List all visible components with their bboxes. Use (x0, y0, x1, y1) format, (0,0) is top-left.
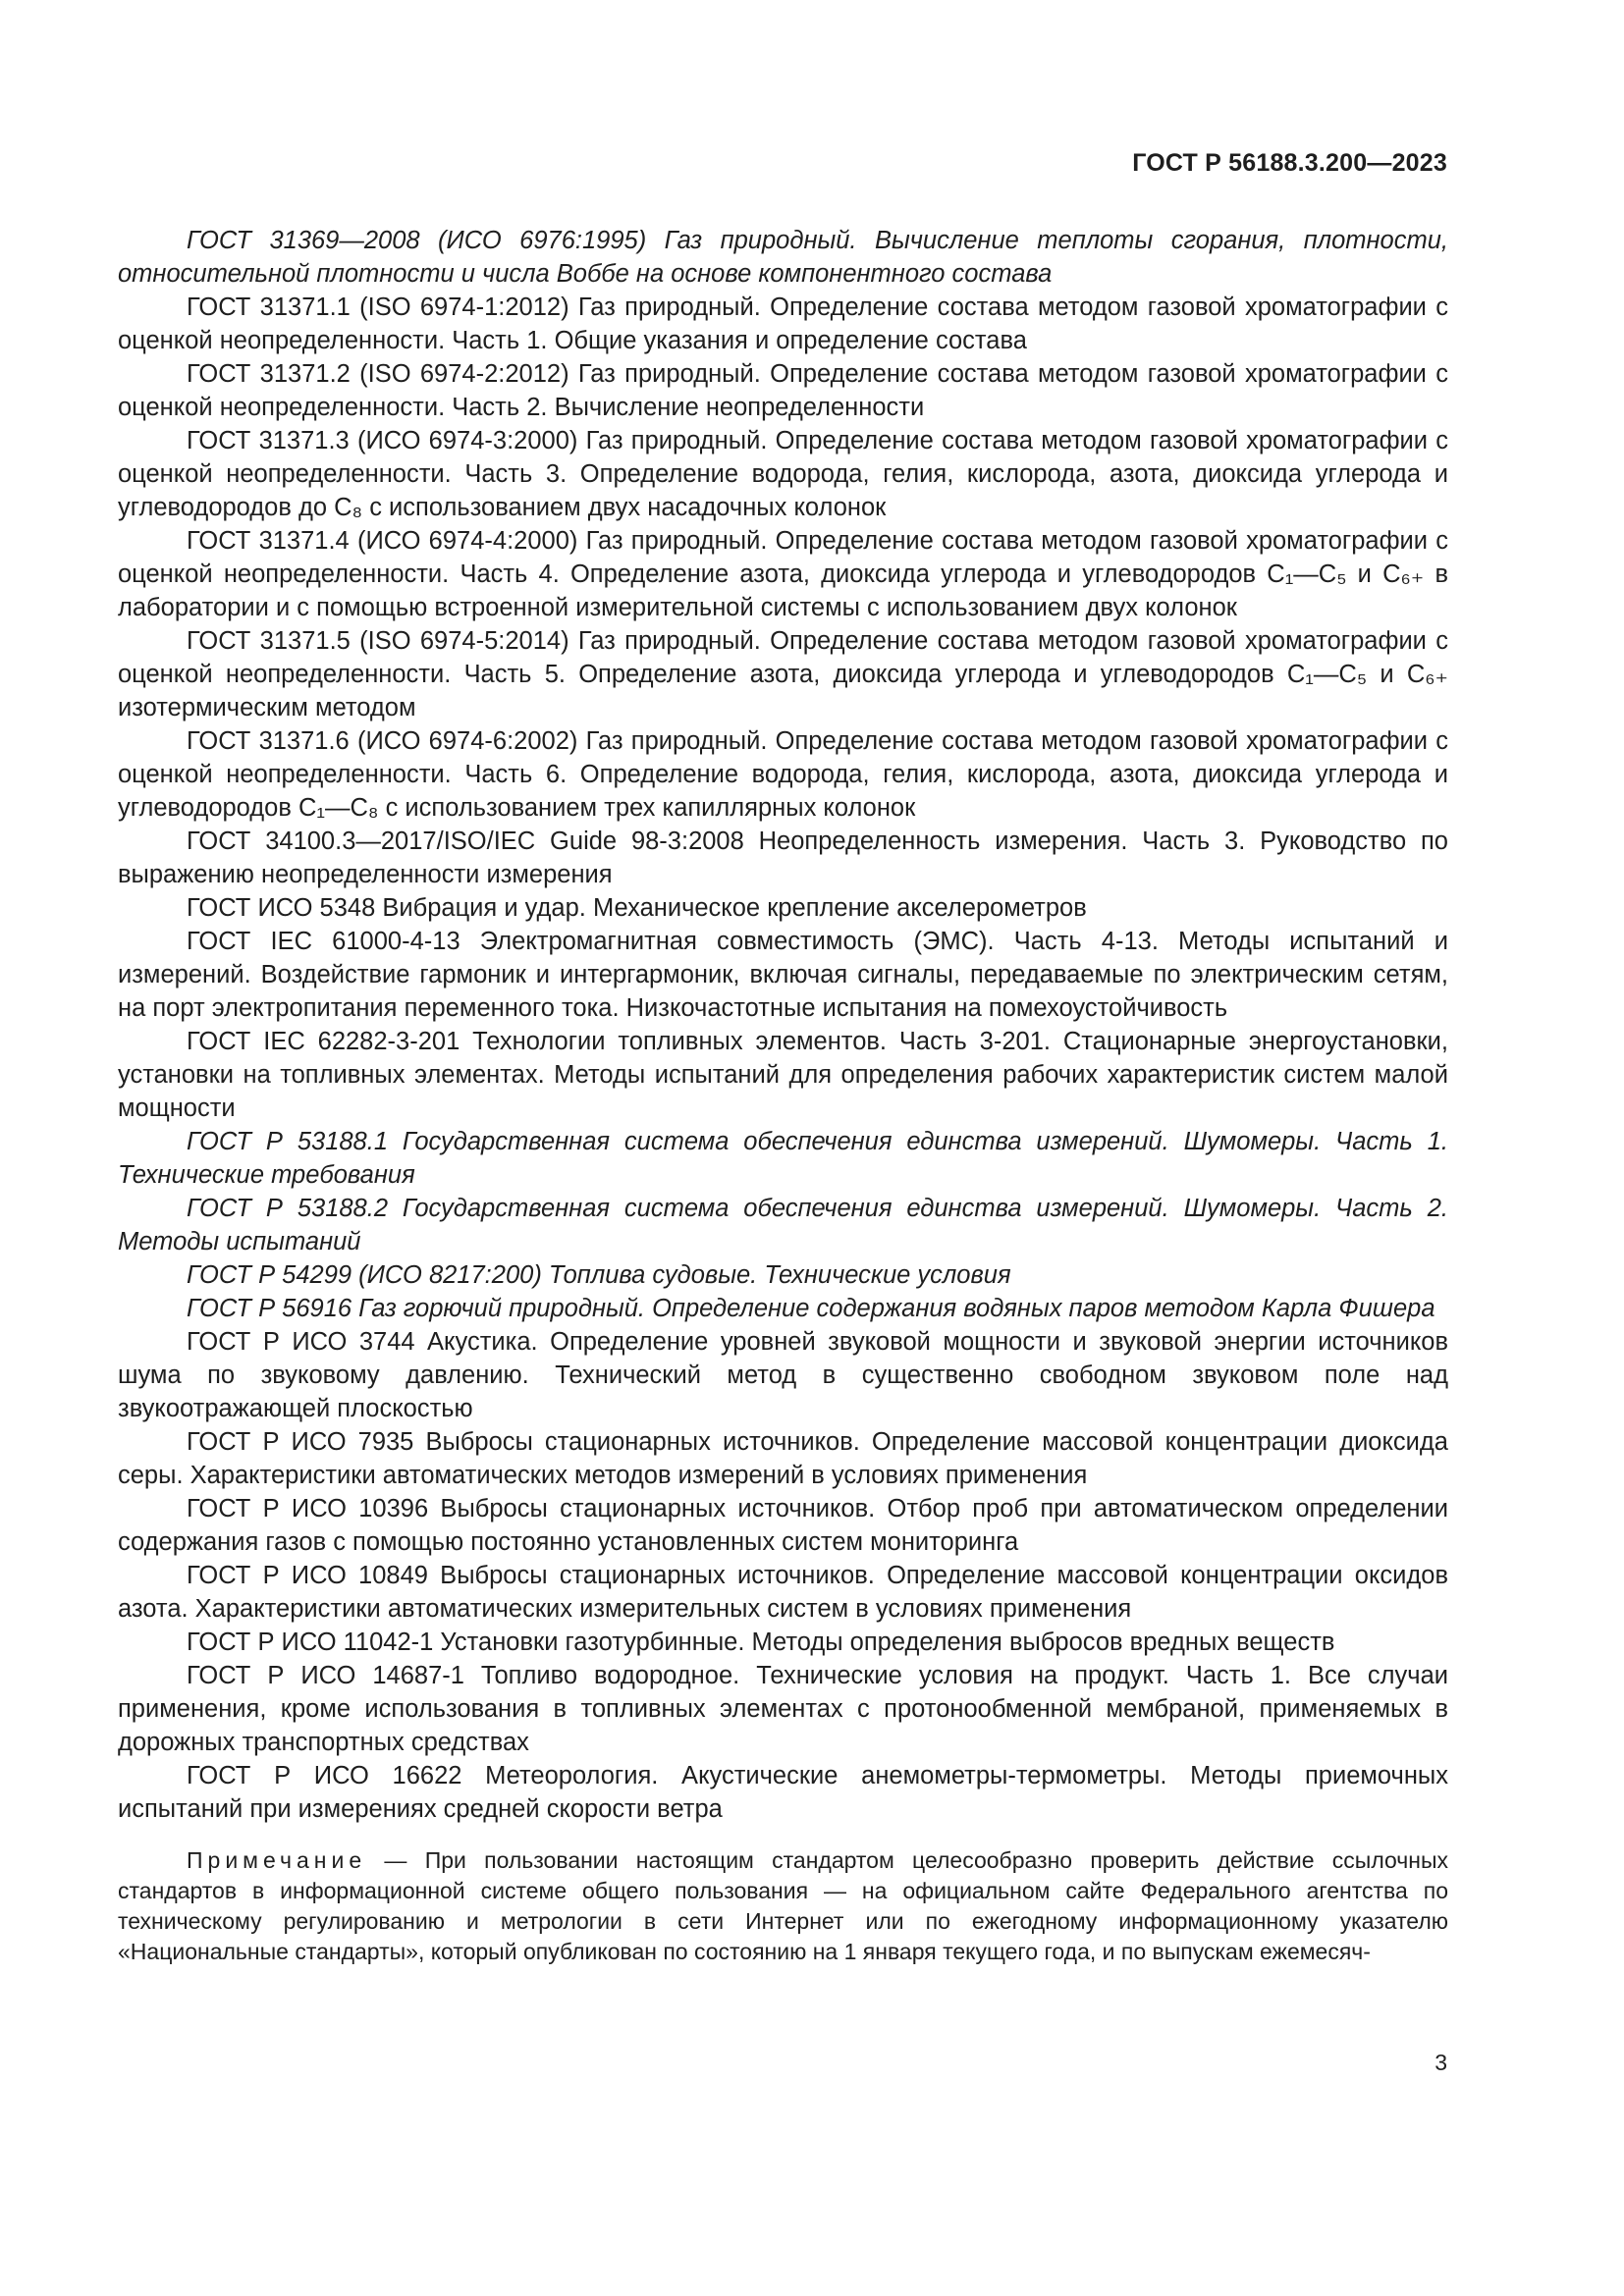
reference-item: ГОСТ 31371.5 (ISO 6974-5:2014) Газ природный. Определение состава методом газовой хроматографии с оценкой неопределенности. Часть 5. Определение азота, диоксида углерода и углеводородов C₁—C₅ и C₆₊ изотермическим методом (118, 627, 1448, 721)
reference-item: ГОСТ Р 53188.2 Государственная система обеспечения единства измерений. Шумомеры. Часть 2. Методы испытаний (118, 1195, 1448, 1255)
reference-item: ГОСТ Р 56916 Газ горючий природный. Определение содержания водяных паров методом Карла Фишера (187, 1295, 1435, 1322)
reference-item: ГОСТ 31371.4 (ИСО 6974-4:2000) Газ природный. Определение состава методом газовой хроматографии с оценкой неопределенности. Часть 4. Определение азота, диоксида углерода и углеводородов C₁—C₅ и C₆₊ в лаборатории и с помощью встроенной измерительной системы с использованием двух колонок (118, 527, 1448, 621)
reference-item: ГОСТ 31371.1 (ISO 6974-1:2012) Газ природный. Определение состава методом газовой хроматографии с оценкой неопределенности. Часть 1. Общие указания и определение состава (118, 294, 1448, 354)
reference-item: ГОСТ Р ИСО 10396 Выбросы стационарных источников. Отбор проб при автоматическом определении содержания газов с помощью постоянно установленных систем мониторинга (118, 1495, 1448, 1556)
reference-item: ГОСТ Р ИСО 16622 Метеорология. Акустические анемометры-термометры. Методы приемочных испытаний при измерениях средней скорости ветра (118, 1762, 1448, 1823)
reference-item: ГОСТ Р ИСО 11042-1 Установки газотурбинные. Методы определения выбросов вредных веществ (187, 1629, 1335, 1656)
reference-item: ГОСТ Р 53188.1 Государственная система обеспечения единства измерений. Шумомеры. Часть 1. Технические требования (118, 1128, 1448, 1189)
reference-item: ГОСТ ИСО 5348 Вибрация и удар. Механическое крепление акселерометров (187, 894, 1087, 922)
reference-item: ГОСТ 31369—2008 (ИСО 6976:1995) Газ природный. Вычисление теплоты сгорания, плотности, относительной плотности и числа Воббе на основе компонентного состава (118, 227, 1448, 288)
note-label: Примечание (187, 1847, 367, 1873)
note-paragraph (118, 1845, 1448, 1967)
normative-references (118, 224, 1448, 1967)
reference-item: ГОСТ Р ИСО 14687-1 Топливо водородное. Технические условия на продукт. Часть 1. Все случаи применения, кроме использования в топливных элементах с протонообменной мембраной, применяемых в дорожных транспортных средствах (118, 1662, 1448, 1756)
document-header: ГОСТ Р 56188.3.200—2023 (1132, 149, 1447, 177)
reference-item: ГОСТ Р 54299 (ИСО 8217:200) Топлива судовые. Технические условия (187, 1261, 1011, 1289)
reference-item: ГОСТ 31371.3 (ИСО 6974-3:2000) Газ природный. Определение состава методом газовой хроматографии с оценкой неопределенности. Часть 3. Определение водорода, гелия, кислорода, азота, диоксида углерода и углеводородов до C₈ с использованием двух насадочных колонок (118, 427, 1448, 521)
reference-item: ГОСТ Р ИСО 3744 Акустика. Определение уровней звуковой мощности и звуковой энергии источников шума по звуковому давлению. Технический метод в существенно свободном звуковом поле над звукоотражающей плоскостью (118, 1328, 1448, 1422)
reference-item: ГОСТ 34100.3—2017/ISO/IEC Guide 98-3:2008 Неопределенность измерения. Часть 3. Руководство по выражению неопределенности измерения (118, 828, 1448, 888)
reference-item: ГОСТ IEC 62282-3-201 Технологии топливных элементов. Часть 3-201. Стационарные энергоустановки, установки на топливных элементах. Методы испытаний для определения рабочих характеристик систем малой мощности (118, 1028, 1448, 1122)
reference-item: ГОСТ IEC 61000-4-13 Электромагнитная совместимость (ЭМС). Часть 4-13. Методы испытаний и измерений. Воздействие гармоник и интергармоник, включая сигналы, передаваемые по электрическим сетям, на порт электропитания переменного тока. Низкочастотные испытания на помехоустойчивость (118, 928, 1448, 1022)
page-number: 3 (1435, 2050, 1447, 2075)
reference-item: ГОСТ 31371.6 (ИСО 6974-6:2002) Газ природный. Определение состава методом газовой хроматографии с оценкой неопределенности. Часть 6. Определение водорода, гелия, кислорода, азота, диоксида углерода и углеводородов C₁—C₈ с использованием трех капиллярных колонок (118, 727, 1448, 822)
note-text: — При пользовании настоящим стандартом целесообразно проверить действие ссылочных стандартов в информационной системе общего пользования — на официальном сайте Федерального агентства по техническому регулированию и метрологии в сети Интернет или по ежегодному информационному указателю «Национальные стандарты», который опубликован по состоянию на 1 января текущего года, и по выпускам ежемесяч- (118, 1847, 1449, 1964)
reference-item: ГОСТ Р ИСО 7935 Выбросы стационарных источников. Определение массовой концентрации диоксида серы. Характеристики автоматических методов измерений в условиях применения (118, 1428, 1448, 1489)
reference-item: ГОСТ 31371.2 (ISO 6974-2:2012) Газ природный. Определение состава методом газовой хроматографии с оценкой неопределенности. Часть 2. Вычисление неопределенности (118, 360, 1448, 421)
reference-item: ГОСТ Р ИСО 10849 Выбросы стационарных источников. Определение массовой концентрации оксидов азота. Характеристики автоматических измерительных систем в условиях применения (118, 1562, 1448, 1623)
